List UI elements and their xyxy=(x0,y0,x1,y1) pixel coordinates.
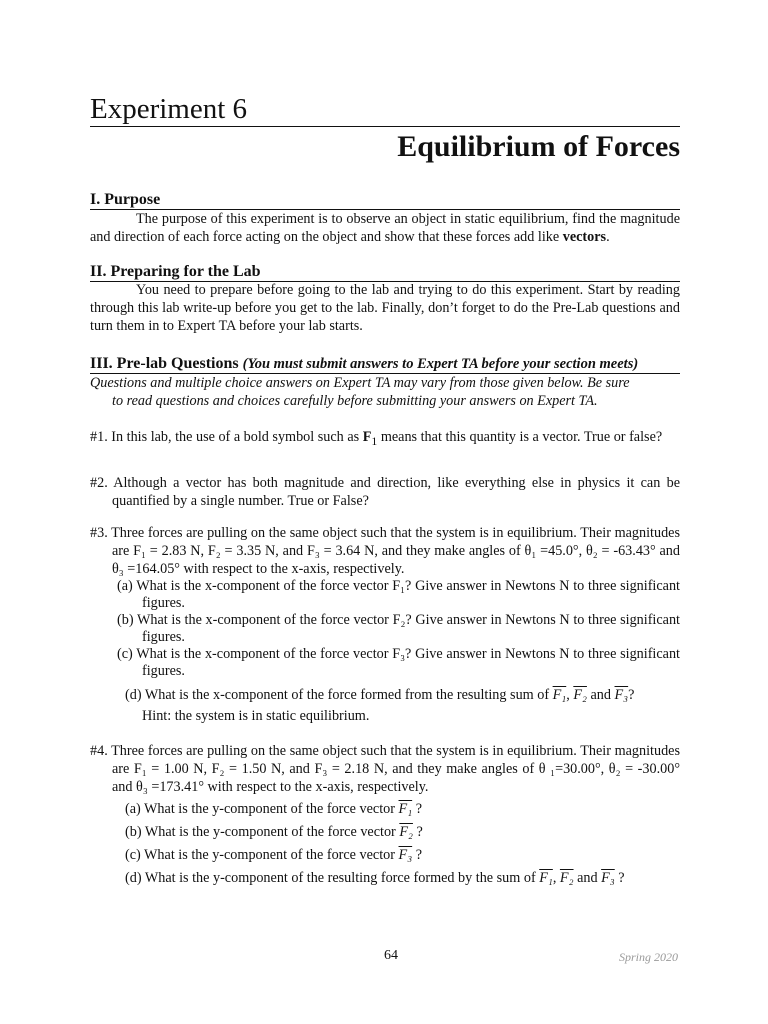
question-2-number: #2 xyxy=(90,475,105,491)
prelab-heading-sub: (You must submit answers to Expert TA before your section meets) xyxy=(242,356,639,372)
purpose-bold-word: vectors xyxy=(562,229,607,245)
question-4-part-d-text: (d) What is the y-component of the resulting force formed by the sum of xyxy=(125,870,540,886)
question-3-text: . Three forces are pulling on the same object such that the system is in equilibrium. Their magnitudes are F₁ = 2.83 N, F₂ = 3.35 N, and F₃ = 3.64 N, and they make angles of θ₁ =45.0°, θ₂ = -63.43° and θ₃ =164.05° with respect to the x-axis, respectively. xyxy=(104,525,680,577)
question-4-number: #4 xyxy=(90,743,105,759)
question-1-text-end: means that this quantity is a vector. True or false? xyxy=(377,429,663,445)
purpose-paragraph xyxy=(90,210,680,246)
purpose-heading: I. Purpose xyxy=(90,191,680,210)
preparing-heading: II. Preparing for the Lab xyxy=(90,263,680,282)
vector-f2: F₂ xyxy=(399,824,413,840)
prelab-note-line1: Questions and multiple choice answers on Expert TA may vary from those given below. Be sure xyxy=(90,375,630,391)
question-3-part-c: (c) What is the x-component of the force vector F₃? Give answer in Newtons N to three significant figures. xyxy=(117,646,680,679)
preparing-paragraph xyxy=(90,281,680,335)
vector-f1: F₁ xyxy=(539,870,553,886)
vector-f2: F₂ xyxy=(559,870,574,886)
page-number: 64 xyxy=(384,948,398,963)
question-3-part-a: (a) What is the x-component of the force vector F₁? Give answer in Newtons N to three significant figures. xyxy=(117,578,680,611)
question-4-part-c-end: ? xyxy=(412,847,422,863)
question-4-part-b-end: ? xyxy=(412,824,423,840)
prelab-heading-title: III. Pre-lab Questions xyxy=(90,355,239,372)
question-4 xyxy=(90,742,680,890)
question-1 xyxy=(90,428,680,450)
question-3-number: #3 xyxy=(90,525,105,541)
question-3-hint: Hint: the system is in static equilibrium. xyxy=(142,708,370,724)
question-4-part-b-text: (b) What is the y-component of the force vector xyxy=(125,824,400,840)
question-4-text: . Three forces are pulling on the same object such that the system is in equilibrium. Their magnitudes are F₁ = 1.00 N, F₂ = 1.50 N, and F₃ = 2.18 N, and they make angles of θ ₁=30.00°, θ₂ = -30.00° and θ₃ =173.41° with respect to the x-axis, respectively. xyxy=(104,743,680,795)
vector-f2: F₂ xyxy=(573,687,587,703)
question-1-symbol-sub: 1 xyxy=(371,433,378,448)
vector-f3: F₃ xyxy=(601,870,615,886)
question-4-part-c-text: (c) What is the y-component of the force vector xyxy=(125,847,399,863)
question-2 xyxy=(90,474,680,510)
footer-date: Spring 2020 xyxy=(618,950,678,964)
purpose-text: The purpose of this experiment is to observe an object in static equilibrium, find the magnitude and direction of each force acting on the object and show that these forces add like xyxy=(90,211,680,245)
question-3-and: and xyxy=(586,687,615,703)
question-3-part-b: (b) What is the x-component of the force vector F₂? Give answer in Newtons N to three significant figures. xyxy=(117,612,680,645)
question-4-part-d-end: ? xyxy=(614,870,625,886)
question-3-part-d-end: ? xyxy=(628,687,635,703)
purpose-end: . xyxy=(606,229,610,245)
prelab-note-line2: to read questions and choices carefully before submitting your answers on Expert TA. xyxy=(112,393,598,409)
question-3-part-d: (d) What is the x-component of the force formed from the resulting sum of F₁, F₂ and F₃? xyxy=(125,687,635,703)
question-3 xyxy=(90,524,680,725)
experiment-number: Experiment 6 xyxy=(90,92,680,127)
question-2-text: . Although a vector has both magnitude and direction, like everything else in physics it can be quantified by a single number. True or False? xyxy=(104,475,680,509)
question-4-part-c xyxy=(90,844,680,867)
question-4-part-d: (d) What is the y-component of the resulting force formed by the sum of F₁, F₂ and F₃ ? xyxy=(125,870,625,886)
question-4-part-a-end: ? xyxy=(412,801,422,817)
prelab-heading xyxy=(90,355,680,374)
page-title: Equilibrium of Forces xyxy=(397,130,680,163)
vector-f1: F₁ xyxy=(552,687,567,703)
preparing-text: You need to prepare before going to the lab and trying to do this experiment. Start by reading through this lab write-up before you get to the lab. Finally, don’t forget to do the Pre-Lab questions and turn them in to Expert TA before your lab starts. xyxy=(90,282,680,334)
question-1-number: #1 xyxy=(90,429,105,445)
prelab-note xyxy=(90,374,680,410)
question-4-part-b xyxy=(90,821,680,844)
question-4-part-a-text: (a) What is the y-component of the force vector xyxy=(125,801,399,817)
question-1-symbol: F xyxy=(362,429,372,445)
vector-f3: F₃ xyxy=(614,687,629,703)
question-4-part-a xyxy=(90,798,680,821)
vector-f1: F₁ xyxy=(398,801,413,817)
question-4-and: and xyxy=(573,870,602,886)
question-3-part-d-text: (d) What is the x-component of the force formed from the resulting sum of xyxy=(125,687,553,703)
question-1-text: . In this lab, the use of a bold symbol such as xyxy=(104,429,363,445)
vector-f3: F₃ xyxy=(398,847,413,863)
